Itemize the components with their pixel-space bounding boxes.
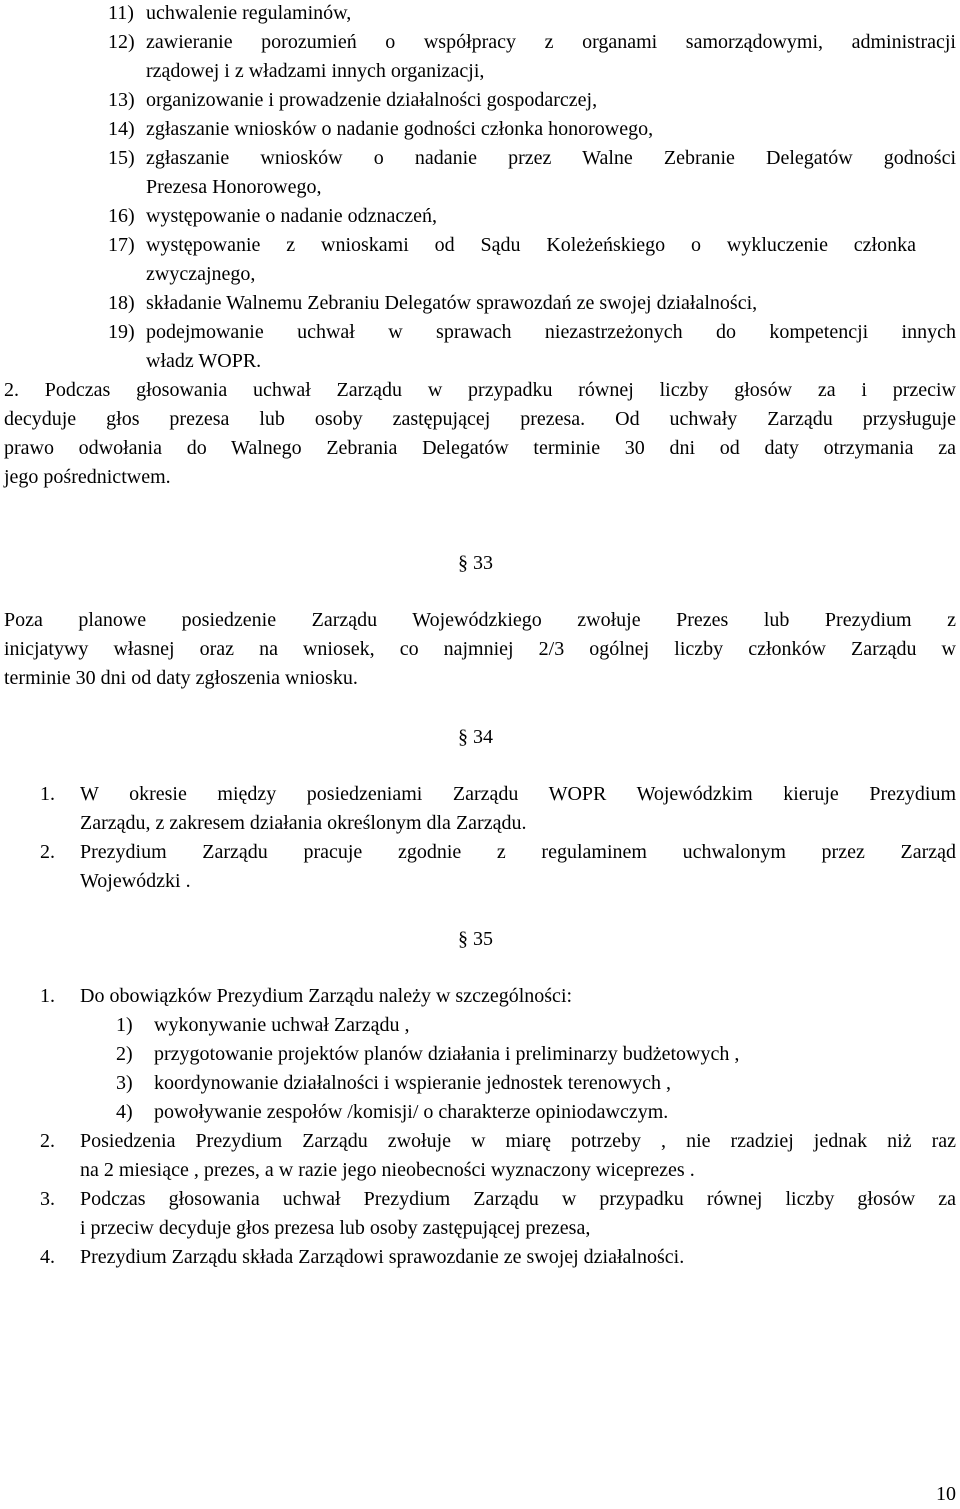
sublist-item-text: przygotowanie projektów planów działania i preliminarzy budżetowych , xyxy=(154,1043,740,1065)
sublist-item-text: powoływanie zespołów /komisji/ o charakterze opiniodawczym. xyxy=(154,1101,669,1123)
list-item-text: na 2 miesiące , prezes, a w razie jego nieobecności wyznaczony wiceprezes . xyxy=(80,1159,695,1181)
list-item-text: Wojewódzki . xyxy=(80,870,191,892)
section-symbol: § xyxy=(458,552,468,574)
section-number: 35 xyxy=(473,928,493,950)
list-item-number: 13) xyxy=(108,89,135,111)
list-item-text: zawieranie porozumień o współpracy z organami samorządowymi, administracji xyxy=(146,32,956,53)
paragraph-line: jego pośrednictwem. xyxy=(4,466,171,488)
sublist-item-number: 1) xyxy=(116,1014,133,1036)
list-item-text: podejmowanie uchwał w sprawach niezastrzeżonych do kompetencji innych xyxy=(146,322,956,343)
list-item-text: Do obowiązków Prezydium Zarządu należy w szczególności: xyxy=(80,985,573,1007)
list-item-text: występowanie z wnioskami od Sądu Koleżeńskiego o wykluczenie członka xyxy=(146,235,916,256)
paragraph-line: prawo odwołania do Walnego Zebrania Delegatów terminie 30 dni od daty otrzymania za xyxy=(4,438,956,459)
section-number: 33 xyxy=(473,552,493,574)
section-heading xyxy=(458,553,493,573)
list-item-text: uchwalenie regulaminów, xyxy=(146,2,352,24)
list-item-number: 11) xyxy=(108,2,134,24)
list-item-number: 17) xyxy=(108,234,135,256)
paragraph-line: inicjatywy własnej oraz na wniosek, co najmniej 2/3 ogólnej liczby członków Zarządu w xyxy=(4,639,956,660)
list-item-text: Prezydium Zarządu pracuje zgodnie z regulaminem uchwalonym przez Zarząd xyxy=(80,842,956,863)
list-item-number: 12) xyxy=(108,31,135,53)
list-item-text: Prezydium Zarządu składa Zarządowi sprawozdanie ze swojej działalności. xyxy=(80,1246,685,1268)
section-symbol: § xyxy=(458,726,468,748)
list-item-number: 4. xyxy=(40,1246,55,1268)
list-item-text: Prezesa Honorowego, xyxy=(146,176,322,198)
section-number: 34 xyxy=(473,726,493,748)
list-item-text: W okresie między posiedzeniami Zarządu WOPR Wojewódzkim kieruje Prezydium xyxy=(80,784,956,805)
list-item-number: 15) xyxy=(108,147,135,169)
list-item-text: składanie Walnemu Zebraniu Delegatów sprawozdań ze swojej działalności, xyxy=(146,292,758,314)
list-item-text: Podczas głosowania uchwał Prezydium Zarządu w przypadku równej liczby głosów za xyxy=(80,1189,956,1210)
paragraph-line: terminie 30 dni od daty zgłoszenia wniosku. xyxy=(4,667,358,689)
list-item-text: rządowej i z władzami innych organizacji, xyxy=(146,60,485,82)
sublist-item-number: 4) xyxy=(116,1101,133,1123)
list-item-text: występowanie o nadanie odznaczeń, xyxy=(146,205,437,227)
list-item-text: organizowanie i prowadzenie działalności gospodarczej, xyxy=(146,89,598,111)
paragraph-line: decyduje głos prezesa lub osoby zastępującej prezesa. Od uchwały Zarządu przysługuje xyxy=(4,409,956,430)
sublist-item-text: koordynowanie działalności i wspieranie jednostek terenowych , xyxy=(154,1072,672,1094)
list-item-number: 3. xyxy=(40,1188,55,1210)
list-item-number: 1. xyxy=(40,985,55,1007)
list-item-text: i przeciw decyduje głos prezesa lub osoby zastępującej prezesa, xyxy=(80,1217,591,1239)
sublist-item-text: wykonywanie uchwał Zarządu , xyxy=(154,1014,410,1036)
paragraph-line: 2. Podczas głosowania uchwał Zarządu w przypadku równej liczby głosów za i przeciw xyxy=(4,380,956,401)
list-item-text: zgłaszanie wniosków o nadanie przez Walne Zebranie Delegatów godności xyxy=(146,148,956,169)
list-item-number: 19) xyxy=(108,321,135,343)
list-item-number: 18) xyxy=(108,292,135,314)
list-item-text: Posiedzenia Prezydium Zarządu zwołuje w miarę potrzeby , nie rzadziej jednak niż raz xyxy=(80,1131,956,1152)
list-item-number: 1. xyxy=(40,783,55,805)
paragraph-line: Poza planowe posiedzenie Zarządu Wojewódzkiego zwołuje Prezes lub Prezydium z xyxy=(4,610,956,631)
list-item-number: 2. xyxy=(40,1130,55,1152)
list-item-text: zgłaszanie wniosków o nadanie godności członka honorowego, xyxy=(146,118,654,140)
section-heading xyxy=(458,727,493,747)
sublist-item-number: 3) xyxy=(116,1072,133,1094)
section-symbol: § xyxy=(458,928,468,950)
list-item-number: 2. xyxy=(40,841,55,863)
list-item-number: 16) xyxy=(108,205,135,227)
list-item-text: zwyczajnego, xyxy=(146,263,256,285)
list-item-number: 14) xyxy=(108,118,135,140)
section-heading xyxy=(458,929,493,949)
sublist-item-number: 2) xyxy=(116,1043,133,1065)
page-number: 10 xyxy=(936,1483,956,1505)
list-item-text: Zarządu, z zakresem działania określonym dla Zarządu. xyxy=(80,812,527,834)
list-item-text: władz WOPR. xyxy=(146,350,262,372)
